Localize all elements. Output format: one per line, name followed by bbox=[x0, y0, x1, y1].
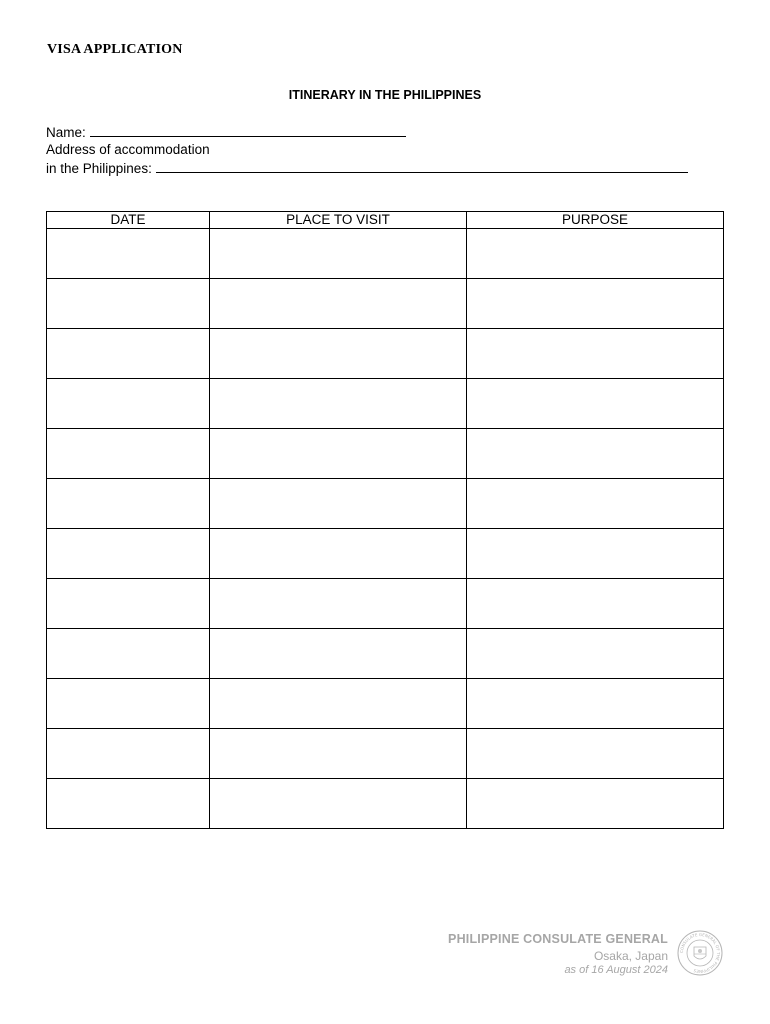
table-cell-purpose[interactable] bbox=[467, 529, 724, 579]
column-header-purpose: PURPOSE bbox=[467, 212, 724, 229]
column-header-place: PLACE TO VISIT bbox=[210, 212, 467, 229]
table-row bbox=[47, 529, 724, 579]
table-row bbox=[47, 629, 724, 679]
table-row bbox=[47, 579, 724, 629]
table-cell-place[interactable] bbox=[210, 379, 467, 429]
table-row bbox=[47, 329, 724, 379]
doc-heading: VISA APPLICATION bbox=[47, 42, 183, 57]
table-row bbox=[47, 429, 724, 479]
name-label: Name: bbox=[46, 125, 86, 140]
table-cell-date[interactable] bbox=[47, 379, 210, 429]
address-field-row bbox=[46, 159, 688, 178]
table-cell-purpose[interactable] bbox=[467, 479, 724, 529]
table-cell-place[interactable] bbox=[210, 529, 467, 579]
table-cell-date[interactable] bbox=[47, 429, 210, 479]
table-cell-place[interactable] bbox=[210, 479, 467, 529]
table-row bbox=[47, 279, 724, 329]
table-cell-place[interactable] bbox=[210, 279, 467, 329]
itinerary-table bbox=[46, 211, 724, 829]
table-cell-place[interactable] bbox=[210, 329, 467, 379]
table-cell-purpose[interactable] bbox=[467, 629, 724, 679]
table-cell-place[interactable] bbox=[210, 429, 467, 479]
footer-city: Osaka, Japan bbox=[593, 949, 668, 963]
footer-date: as of 16 August 2024 bbox=[564, 964, 668, 976]
table-row bbox=[47, 229, 724, 279]
table-cell-purpose[interactable] bbox=[467, 779, 724, 829]
table-cell-purpose[interactable] bbox=[467, 329, 724, 379]
table-cell-date[interactable] bbox=[47, 279, 210, 329]
column-header-date: DATE bbox=[47, 212, 210, 229]
table-cell-date[interactable] bbox=[47, 329, 210, 379]
table-cell-purpose[interactable] bbox=[467, 729, 724, 779]
table-row bbox=[47, 379, 724, 429]
table-cell-purpose[interactable] bbox=[467, 579, 724, 629]
table-row bbox=[47, 479, 724, 529]
table-cell-date[interactable] bbox=[47, 579, 210, 629]
table-cell-date[interactable] bbox=[47, 529, 210, 579]
address-label-line2: in the Philippines: bbox=[46, 161, 152, 176]
table-row bbox=[47, 779, 724, 829]
table-cell-place[interactable] bbox=[210, 729, 467, 779]
table-cell-purpose[interactable] bbox=[467, 379, 724, 429]
name-blank-line[interactable] bbox=[90, 123, 406, 137]
itinerary-body bbox=[47, 229, 724, 829]
table-cell-purpose[interactable] bbox=[467, 679, 724, 729]
table-cell-purpose[interactable] bbox=[467, 229, 724, 279]
form-title: ITINERARY IN THE PHILIPPINES bbox=[288, 88, 482, 102]
table-cell-date[interactable] bbox=[47, 679, 210, 729]
name-field-row bbox=[46, 123, 406, 142]
footer bbox=[448, 932, 668, 976]
table-cell-place[interactable] bbox=[210, 679, 467, 729]
table-cell-purpose[interactable] bbox=[467, 429, 724, 479]
table-cell-place[interactable] bbox=[210, 779, 467, 829]
table-cell-place[interactable] bbox=[210, 229, 467, 279]
table-cell-date[interactable] bbox=[47, 729, 210, 779]
address-blank-line[interactable] bbox=[156, 159, 688, 173]
table-cell-place[interactable] bbox=[210, 579, 467, 629]
table-cell-purpose[interactable] bbox=[467, 279, 724, 329]
seal-text: CONSULATE GENERAL OF THE PHILIPPINES bbox=[678, 931, 722, 975]
table-cell-date[interactable] bbox=[47, 479, 210, 529]
footer-org: PHILIPPINE CONSULATE GENERAL bbox=[448, 932, 668, 946]
table-cell-date[interactable] bbox=[47, 229, 210, 279]
table-cell-place[interactable] bbox=[210, 629, 467, 679]
table-cell-date[interactable] bbox=[47, 629, 210, 679]
table-row bbox=[47, 729, 724, 779]
address-label-line1: Address of accommodation bbox=[46, 142, 210, 157]
consulate-seal-icon bbox=[677, 930, 723, 976]
table-cell-date[interactable] bbox=[47, 779, 210, 829]
table-header-row bbox=[47, 212, 724, 229]
table-row bbox=[47, 679, 724, 729]
